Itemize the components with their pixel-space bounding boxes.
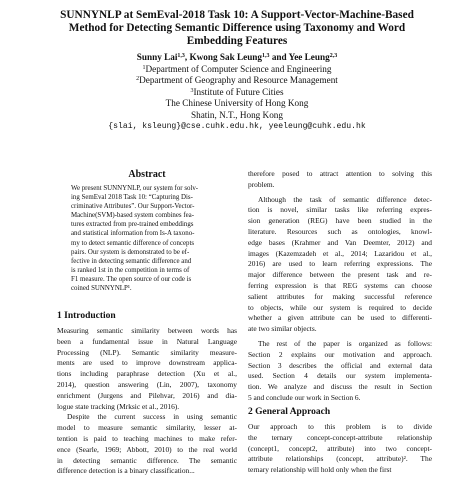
text-line: images (Kazemzadeh et al., 2014; Lazaridou et al., (248, 248, 432, 258)
text-line: ternary relationship will hold only when the first (248, 465, 392, 475)
text-line: ferring expression is that REG systems can choose (248, 280, 432, 290)
text-line: problem. (248, 179, 275, 189)
text-line: ments are used to improve downstream applica- (57, 358, 237, 368)
text-line: (concept1, concept2, attribute) into two concept- (248, 443, 432, 453)
section-heading-introduction: 1 Introduction (57, 311, 116, 321)
text-line: therefore posed to attract attention to solving this (248, 169, 432, 178)
text-line: ing SemEval 2018 Task 10: “Capturing Dis- (71, 194, 193, 202)
text-line: Processing (NLP). Semantic similarity measure- (57, 347, 237, 357)
text-line: been a fundamental issue in Natural Language (57, 336, 237, 346)
affiliation-mark: 2 (136, 76, 140, 82)
text-line: fective in detecting semantic difference and (71, 257, 192, 265)
affiliation-text: Institute of Future Cities (193, 86, 284, 97)
text-line: tions including paraphrase detection (Xu et al., (57, 369, 237, 379)
affiliation (20, 87, 454, 99)
text-line: edge bases (Krahmer and Van Deemter, 2012) and (248, 237, 432, 247)
text-line: 5 and conclude our work in Section 6. (248, 392, 361, 402)
text-line: enrichment (Jurgens and Pilehvar, 2016) and dia- (57, 390, 237, 400)
author-names (20, 52, 454, 64)
text-line: Although the task of semantic difference detec- (258, 194, 432, 204)
affiliation-text: Department of Computer Science and Engineering (145, 63, 332, 74)
text-line: Measuring semantic similarity between words has (57, 326, 237, 335)
text-line: used. Section 4 details our system implementa- (248, 371, 432, 381)
text-line: tion is novel, similar tasks like referring expres- (248, 205, 432, 215)
text-line: We present SUNNYNLP, our system for solv- (71, 185, 199, 192)
paper-title (20, 9, 454, 48)
author-affiliation-mark: 2,3 (329, 53, 338, 59)
text-line: Section 2 explains our motivation and approach. (248, 349, 432, 359)
text-line: Despite the current success in using semantic (67, 412, 237, 422)
text-line: 2014), question answering (Lin, 2007), taxonomy (57, 379, 237, 389)
text-line: is ranked 1st in the competition in terms of (71, 266, 190, 274)
author-name: Kwong Sak Leung (189, 52, 263, 62)
affiliation-mark: 3 (190, 87, 194, 94)
title-line: SUNNYNLP at SemEval-2018 Task 10: A Support-Vector-Machine-Based (60, 9, 414, 21)
text-line: coined SUNNYNLP¹. (71, 285, 132, 293)
text-line: tention is paid to teaching machines to make refer- (57, 433, 237, 443)
text-line: tures extracted from pre-trained embeddings (71, 221, 194, 229)
text-line: Our approach to this problem is to divide (248, 422, 432, 431)
affiliation-mark: 1 (142, 64, 146, 71)
text-line: tion. We analyze and discuss the result in Section (248, 382, 432, 392)
text-line: The rest of the paper is organized as follows: (258, 338, 432, 348)
title-line: Method for Detecting Semantic Difference using Taxonomy and Word (68, 22, 406, 34)
text-line: sion generation (REG) have been studied in the (248, 216, 432, 226)
text-line: major difference between the present task and re- (248, 270, 432, 280)
author-separator: and (269, 52, 289, 62)
affiliation (20, 75, 454, 87)
introduction-body (57, 326, 237, 477)
text-line: ate two similar objects. (248, 324, 317, 334)
text-line: whether a given attribute can be used to differenti- (248, 313, 432, 323)
section-heading-general-approach: 2 General Approach (248, 407, 331, 417)
text-line: Machine(SVM)-based system combines fea- (71, 212, 195, 220)
affiliation-text: Department of Geography and Resource Management (139, 75, 338, 85)
text-line: model to measure semantic similarity, lesser at- (57, 423, 237, 433)
author-affiliation-mark: 1,3 (262, 53, 270, 59)
text-line: literature. Resources such as ontologies, knowl- (248, 226, 432, 236)
text-line: pairs. Our system is demonstrated to be ef- (71, 248, 190, 256)
author-block (20, 52, 454, 133)
text-line: my to detect semantic difference of concepts (71, 239, 195, 247)
text-line: Section 3 describes the official and external data (248, 360, 432, 370)
author-name: Sunny Lai (136, 52, 178, 62)
author-separator: , (184, 52, 190, 62)
text-line: to objects, while our system is required to decide (248, 302, 432, 312)
text-line: 2016) are used to learn referring expressions. The (248, 259, 432, 269)
university: The Chinese University of Hong Kong (165, 98, 309, 108)
abstract-heading: Abstract (128, 169, 166, 180)
text-line: criminative Attributes”. Our Support-Vector- (71, 203, 195, 211)
text-line: and statistical information from Is-A taxono- (71, 230, 195, 238)
text-line: ence (Searle, 1969; Abbott, 2010) to the real world (57, 444, 237, 454)
author-affiliation-mark: 1,3 (177, 53, 185, 59)
text-line: in detecting semantic difference. The semantic (57, 455, 237, 465)
general-approach-body (248, 422, 432, 476)
affiliation (20, 64, 454, 76)
text-line: attribute relationships (concept, attribute)². The (248, 454, 432, 464)
text-line: the ternary concept-concept-attribute relationship (248, 432, 432, 442)
city: Shatin, N.T., Hong Kong (191, 109, 283, 120)
text-line: F1 measure. The open source of our code is (71, 275, 192, 283)
text-line: logue state tracking (Mrksic et al., 2016). (57, 401, 180, 411)
text-line: salient attributes for making successful reference (248, 291, 432, 301)
email-addresses: {slai, ksleung}@cse.cuhk.edu.hk, yeeleung@cuhk.edu.hk (108, 122, 366, 131)
text-line: difference detection is a binary classification... (57, 466, 195, 476)
right-column-body (248, 169, 432, 404)
abstract-body (71, 184, 225, 293)
title-line: Embedding Features (186, 35, 288, 47)
author-name: Yee Leung (288, 52, 330, 62)
